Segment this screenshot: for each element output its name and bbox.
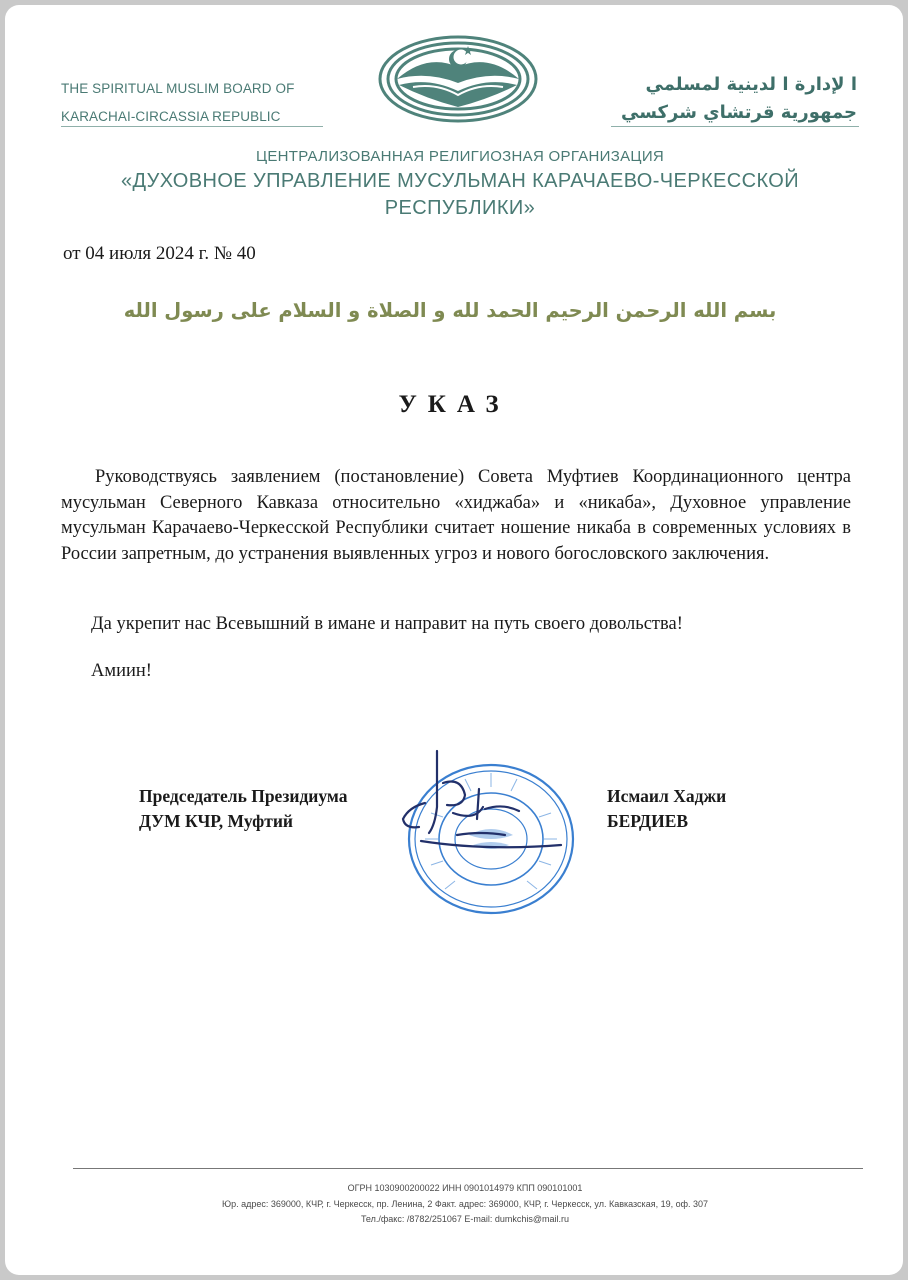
header-english-line-2: KARACHAI-CIRCASSIA REPUBLIC bbox=[61, 109, 281, 124]
signatory-position-line-2: ДУМ КЧР, Муфтий bbox=[139, 811, 294, 831]
amin: Амиин! bbox=[91, 661, 152, 681]
header-arabic-line-1: ا لإدارة ا لدينية لمسلمي bbox=[645, 74, 857, 95]
crescent-star-book-logo-icon bbox=[377, 33, 539, 125]
header-english-line-1: THE SPIRITUAL MUSLIM BOARD OF bbox=[61, 81, 295, 96]
organization-seal-icon bbox=[385, 743, 585, 923]
signatory-position bbox=[139, 784, 347, 834]
document-title: УКАЗ bbox=[398, 391, 510, 418]
footer-divider bbox=[73, 1168, 863, 1169]
footer-address: Юр. адрес: 369000, КЧР, г. Черкесск, пр. Ленина, 2 Факт. адрес: 369000, КЧР, г. Черкесск, ул. Кавказская, 19, оф. 307 bbox=[221, 1198, 709, 1209]
signatory-name-line-2: БЕРДИЕВ bbox=[607, 811, 689, 831]
organization-title bbox=[65, 147, 855, 221]
document-page bbox=[5, 5, 903, 1275]
document-date: от 04 июля 2024 г. № 40 bbox=[63, 243, 256, 264]
header-divider-left bbox=[61, 126, 323, 127]
signatory-name-line-1: Исмаил Хаджи bbox=[607, 786, 727, 806]
footer-registration: ОГРН 1030900200022 ИНН 0901014979 КПП 090101001 bbox=[347, 1183, 583, 1193]
footer-contacts: Тел./факс: /8782/251067 E-mail: dumkchis@mail.ru bbox=[360, 1214, 570, 1224]
closing-prayer: Да укрепит нас Всевышний в имане и направит на путь своего довольства! bbox=[91, 614, 683, 634]
footer-requisites bbox=[65, 1181, 865, 1228]
header-arabic-name bbox=[557, 71, 857, 127]
signatory-position-line-1: Председатель Президиума bbox=[139, 786, 348, 806]
organization-name-line-1: «ДУХОВНОЕ УПРАВЛЕНИЕ МУСУЛЬМАН КАРАЧАЕВО-ЧЕРКЕССКОЙ bbox=[120, 170, 800, 192]
decree-body: Руководствуясь заявлением (постановление) Совета Муфтиев Координационного центра мусульман Северного Кавказа относительно «хиджаба» и «никаба», Духовное управление мусульман Карачаево-Черкесской Республики считает ношение никаба в современных условиях в России запретным, до устранения выявленных угроз и нового богословского заключения. bbox=[61, 467, 851, 564]
organization-type: ЦЕНТРАЛИЗОВАННАЯ РЕЛИГИОЗНАЯ ОРГАНИЗАЦИЯ bbox=[255, 148, 665, 165]
header-english-name bbox=[61, 75, 331, 131]
header-divider-right bbox=[611, 126, 859, 127]
signatory-name bbox=[607, 784, 726, 834]
basmala: بسم الله الرحمن الرحيم الحمد لله و الصلاة و السلام على رسول الله bbox=[123, 299, 777, 322]
organization-name-line-2: РЕСПУБЛИКИ» bbox=[384, 197, 536, 219]
header-arabic-line-2: جمهورية قرتشاي شركسي bbox=[621, 102, 857, 123]
